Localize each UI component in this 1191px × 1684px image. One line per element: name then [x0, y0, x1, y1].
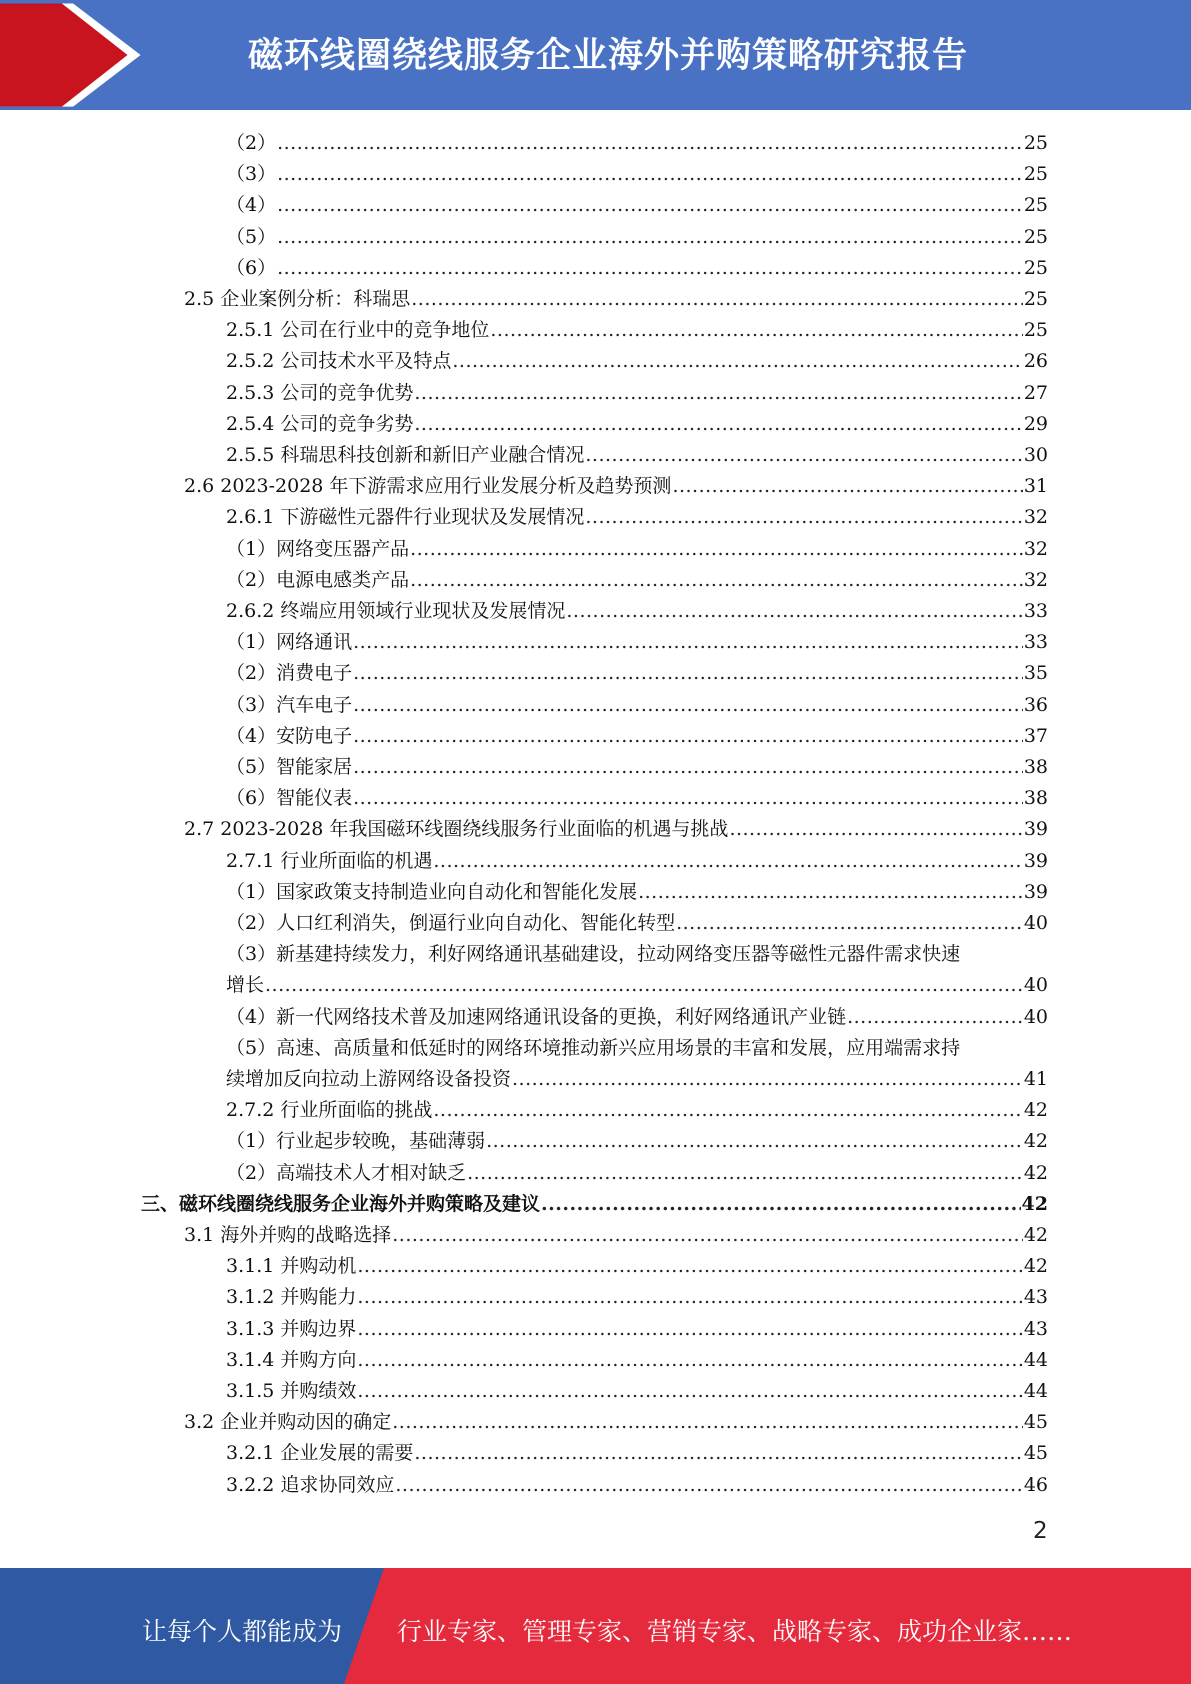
toc-entry-title: 3.1.5 并购绩效 [226, 1380, 357, 1402]
toc-entry-title: 2.6.2 终端应用领域行业现状及发展情况 [226, 600, 566, 622]
toc-dot-leader [585, 440, 1022, 471]
toc-entry-page: 25 [1023, 226, 1048, 248]
toc-entry[interactable] [226, 1282, 1048, 1313]
toc-entry-title: （3） [226, 163, 277, 185]
toc-entry-title: 3.2 企业并购动因的确定 [184, 1411, 392, 1433]
toc-entry-title: 2.7.1 行业所面临的机遇 [226, 850, 433, 872]
toc-entry-title: 三、磁环线圈绕线服务企业海外并购策略及建议 [141, 1193, 541, 1215]
toc-entry-page: 42 [1021, 1193, 1048, 1215]
toc-entry-title: （2）人口红利消失，倒逼行业向自动化、智能化转型 [226, 912, 676, 934]
toc-entry-title: 2.7 2023-2028 年我国磁环线圈绕线服务行业面临的机遇与挑战 [184, 818, 729, 840]
toc-entry[interactable] [226, 378, 1048, 409]
toc-entry-page: 31 [1023, 475, 1048, 497]
toc-entry-title: 3.1 海外并购的战略选择 [184, 1224, 392, 1246]
toc-entry-page: 42 [1023, 1162, 1048, 1184]
toc-entry-page: 43 [1023, 1318, 1048, 1340]
toc-entry[interactable] [226, 1470, 1048, 1501]
toc-entry[interactable] [226, 1251, 1048, 1282]
toc-dot-leader [433, 1095, 1022, 1126]
toc-entry-page: 45 [1023, 1411, 1048, 1433]
toc-entry-title: 2.5.4 公司的竞争劣势 [226, 413, 414, 435]
toc-dot-leader [676, 908, 1023, 939]
toc-dot-leader [410, 565, 1023, 596]
toc-entry[interactable] [226, 1095, 1048, 1126]
toc-entry-page: 33 [1023, 631, 1048, 653]
toc-dot-leader [357, 1251, 1022, 1282]
toc-dot-leader [357, 1282, 1022, 1313]
toc-dot-leader [392, 1220, 1023, 1251]
toc-entry[interactable] [226, 315, 1048, 346]
toc-entry-title: （4） [226, 194, 277, 216]
toc-dot-leader [277, 128, 1023, 159]
toc-entry[interactable] [226, 440, 1048, 471]
toc-entry-title: （5） [226, 226, 277, 248]
toc-entry[interactable] [226, 721, 1048, 752]
toc-entry[interactable] [226, 908, 1048, 939]
toc-dot-leader [414, 409, 1022, 440]
toc-entry-page: 33 [1023, 600, 1048, 622]
toc-entry-page: 42 [1023, 1224, 1048, 1246]
toc-dot-leader [452, 346, 1022, 377]
toc-entry[interactable] [226, 1438, 1048, 1469]
toc-entry[interactable] [226, 1033, 1048, 1064]
toc-entry[interactable] [226, 939, 1048, 970]
page-header [0, 0, 1191, 110]
toc-dot-leader [353, 721, 1023, 752]
toc-dot-leader [265, 970, 1023, 1001]
toc-entry[interactable] [226, 222, 1048, 253]
toc-dot-leader [847, 1002, 1023, 1033]
toc-entry[interactable] [184, 814, 1048, 845]
toc-entry[interactable] [226, 1064, 1048, 1095]
toc-entry-page: 42 [1023, 1130, 1048, 1152]
toc-dot-leader [414, 378, 1022, 409]
toc-entry-title: 3.1.2 并购能力 [226, 1286, 357, 1308]
toc-entry-page: 37 [1023, 725, 1048, 747]
toc-entry[interactable] [226, 1126, 1048, 1157]
toc-dot-leader [486, 1126, 1023, 1157]
toc-entry[interactable] [226, 346, 1048, 377]
toc-entry-page: 39 [1023, 818, 1048, 840]
toc-entry-page: 40 [1023, 912, 1048, 934]
toc-dot-leader [490, 315, 1022, 346]
toc-entry-page: 40 [1023, 974, 1048, 996]
toc-entry-page: 39 [1023, 850, 1048, 872]
toc-dot-leader [512, 1064, 1023, 1095]
toc-entry[interactable] [226, 1002, 1048, 1033]
toc-entry-page: 26 [1023, 350, 1048, 372]
toc-entry-title: （1）网络通讯 [226, 631, 353, 653]
toc-entry[interactable] [226, 159, 1048, 190]
toc-entry-title: （3）汽车电子 [226, 694, 353, 716]
toc-entry-page: 42 [1023, 1099, 1048, 1121]
toc-entry-page: 40 [1023, 1006, 1048, 1028]
page-footer [0, 1568, 1191, 1684]
toc-entry-page: 25 [1023, 163, 1048, 185]
toc-entry-title: （5）智能家居 [226, 756, 353, 778]
toc-entry-title: （6） [226, 257, 277, 279]
toc-entry-page: 38 [1023, 756, 1048, 778]
toc-dot-leader [638, 877, 1023, 908]
toc-dot-leader [353, 627, 1023, 658]
toc-entry-title: 2.6 2023-2028 年下游需求应用行业发展分析及趋势预测 [184, 475, 672, 497]
toc-entry-title: 2.7.2 行业所面临的挑战 [226, 1099, 433, 1121]
toc-entry-page: 32 [1023, 538, 1048, 560]
toc-entry-page: 25 [1023, 288, 1048, 310]
toc-entry-title: （6）智能仪表 [226, 787, 353, 809]
toc-entry[interactable] [184, 471, 1048, 502]
toc-dot-leader [353, 658, 1023, 689]
toc-entry-title: （2）电源电感类产品 [226, 569, 410, 591]
toc-entry-title: 3.1.1 并购动机 [226, 1255, 357, 1277]
toc-dot-leader [433, 846, 1022, 877]
toc-entry-title: 2.6.1 下游磁性元器件行业现状及发展情况 [226, 506, 585, 528]
toc-entry[interactable] [184, 284, 1048, 315]
toc-entry[interactable] [226, 627, 1048, 658]
toc-dot-leader [541, 1189, 1021, 1220]
toc-dot-leader [277, 222, 1023, 253]
toc-entry-title: 增长 [226, 974, 265, 996]
toc-dot-leader [277, 253, 1023, 284]
toc-entry-title: 3.1.4 并购方向 [226, 1349, 357, 1371]
toc-entry-title: （1）网络变压器产品 [226, 538, 410, 560]
toc-dot-leader [414, 1438, 1022, 1469]
toc-entry-title: 3.1.3 并购边界 [226, 1318, 357, 1340]
toc-entry[interactable] [226, 783, 1048, 814]
toc-entry[interactable] [226, 534, 1048, 565]
toc-entry-title: （2） [226, 132, 277, 154]
toc-entry-page: 39 [1023, 881, 1048, 903]
toc-dot-leader [566, 596, 1022, 627]
toc-entry-page: 25 [1023, 132, 1048, 154]
toc-entry[interactable] [226, 253, 1048, 284]
header-arrow-decoration [0, 0, 150, 110]
toc-dot-leader [672, 471, 1022, 502]
toc-entry-title: 3.2.1 企业发展的需要 [226, 1442, 414, 1464]
toc-dot-leader [392, 1407, 1023, 1438]
toc-entry-page: 25 [1023, 257, 1048, 279]
toc-entry[interactable] [141, 1189, 1048, 1220]
toc-entry-page: 41 [1023, 1068, 1048, 1090]
document-title: 磁环线圈绕线服务企业海外并购策略研究报告 [248, 36, 969, 76]
toc-dot-leader [277, 159, 1023, 190]
toc-dot-leader [353, 783, 1023, 814]
toc-dot-leader [357, 1345, 1022, 1376]
page-number: 2 [1033, 1518, 1048, 1544]
toc-dot-leader [353, 690, 1023, 721]
toc-dot-leader [410, 534, 1023, 565]
toc-entry-page: 43 [1023, 1286, 1048, 1308]
toc-entry-title: （2）消费电子 [226, 662, 353, 684]
toc-entry[interactable] [184, 1220, 1048, 1251]
toc-entry[interactable] [226, 658, 1048, 689]
toc-entry[interactable] [184, 1407, 1048, 1438]
toc-dot-leader [395, 1470, 1022, 1501]
toc-entry-page: 29 [1023, 413, 1048, 435]
toc-dot-leader [277, 190, 1023, 221]
toc-entry-page: 45 [1023, 1442, 1048, 1464]
toc-entry-title: 2.5.2 公司技术水平及特点 [226, 350, 452, 372]
toc-entry-page: 32 [1023, 569, 1048, 591]
footer-slogan-left: 让每个人都能成为 [142, 1617, 343, 1646]
toc-entry-title: 2.5.5 科瑞思科技创新和新旧产业融合情况 [226, 444, 585, 466]
toc-entry-page: 25 [1023, 194, 1048, 216]
toc-entry-title: 3.2.2 追求协同效应 [226, 1474, 395, 1496]
footer-slogan-right: 行业专家、管理专家、营销专家、战略专家、成功企业家…… [397, 1617, 1073, 1646]
toc-entry[interactable] [226, 1158, 1048, 1189]
toc-entry-page: 32 [1023, 506, 1048, 528]
toc-entry-title: （1）国家政策支持制造业向自动化和智能化发展 [226, 881, 638, 903]
toc-entry-title: （2）高端技术人才相对缺乏 [226, 1162, 467, 1184]
toc-entry[interactable] [226, 877, 1048, 908]
toc-entry-page: 36 [1023, 694, 1048, 716]
toc-dot-leader [357, 1314, 1022, 1345]
toc-dot-leader [357, 1376, 1022, 1407]
toc-entry[interactable] [226, 1345, 1048, 1376]
toc-entry[interactable] [226, 502, 1048, 533]
toc-entry-title: （1）行业起步较晚，基础薄弱 [226, 1130, 486, 1152]
toc-entry-title: 续增加反向拉动上游网络设备投资 [226, 1068, 512, 1090]
toc-entry-title: 2.5.1 公司在行业中的竞争地位 [226, 319, 490, 341]
toc-dot-leader [585, 502, 1022, 533]
toc-entry[interactable] [226, 690, 1048, 721]
toc-entry[interactable] [226, 846, 1048, 877]
toc-entry[interactable] [226, 1314, 1048, 1345]
toc-entry[interactable] [226, 128, 1048, 159]
toc-entry-title: 2.5.3 公司的竞争优势 [226, 382, 414, 404]
toc-dot-leader [353, 752, 1023, 783]
toc-entry-title: 2.5 企业案例分析：科瑞思 [184, 288, 411, 310]
toc-dot-leader [467, 1158, 1023, 1189]
toc-entry-page: 44 [1023, 1349, 1048, 1371]
toc-dot-leader [729, 814, 1022, 845]
toc-entry-page: 44 [1023, 1380, 1048, 1402]
toc-entry-title: （5）高速、高质量和低延时的网络环境推动新兴应用场景的丰富和发展，应用端需求持 [226, 1037, 961, 1059]
toc-entry-page: 35 [1023, 662, 1048, 684]
toc-dot-leader [411, 284, 1023, 315]
toc-entry[interactable] [226, 409, 1048, 440]
toc-entry-page: 30 [1023, 444, 1048, 466]
toc-entry-page: 46 [1023, 1474, 1048, 1496]
toc-entry[interactable] [226, 1376, 1048, 1407]
toc-entry[interactable] [226, 752, 1048, 783]
toc-entry-page: 27 [1023, 382, 1048, 404]
toc-entry-title: （4）新一代网络技术普及加速网络通讯设备的更换，利好网络通讯产业链 [226, 1006, 847, 1028]
toc-entry[interactable] [226, 565, 1048, 596]
toc-entry-title: （4）安防电子 [226, 725, 353, 747]
toc-entry-page: 38 [1023, 787, 1048, 809]
toc-entry-page: 25 [1023, 319, 1048, 341]
toc-entry[interactable] [226, 596, 1048, 627]
toc-entry[interactable] [226, 190, 1048, 221]
toc-entry[interactable] [226, 970, 1048, 1001]
toc-entry-page: 42 [1023, 1255, 1048, 1277]
toc-entry-title: （3）新基建持续发力，利好网络通讯基础建设，拉动网络变压器等磁性元器件需求快速 [226, 943, 961, 965]
